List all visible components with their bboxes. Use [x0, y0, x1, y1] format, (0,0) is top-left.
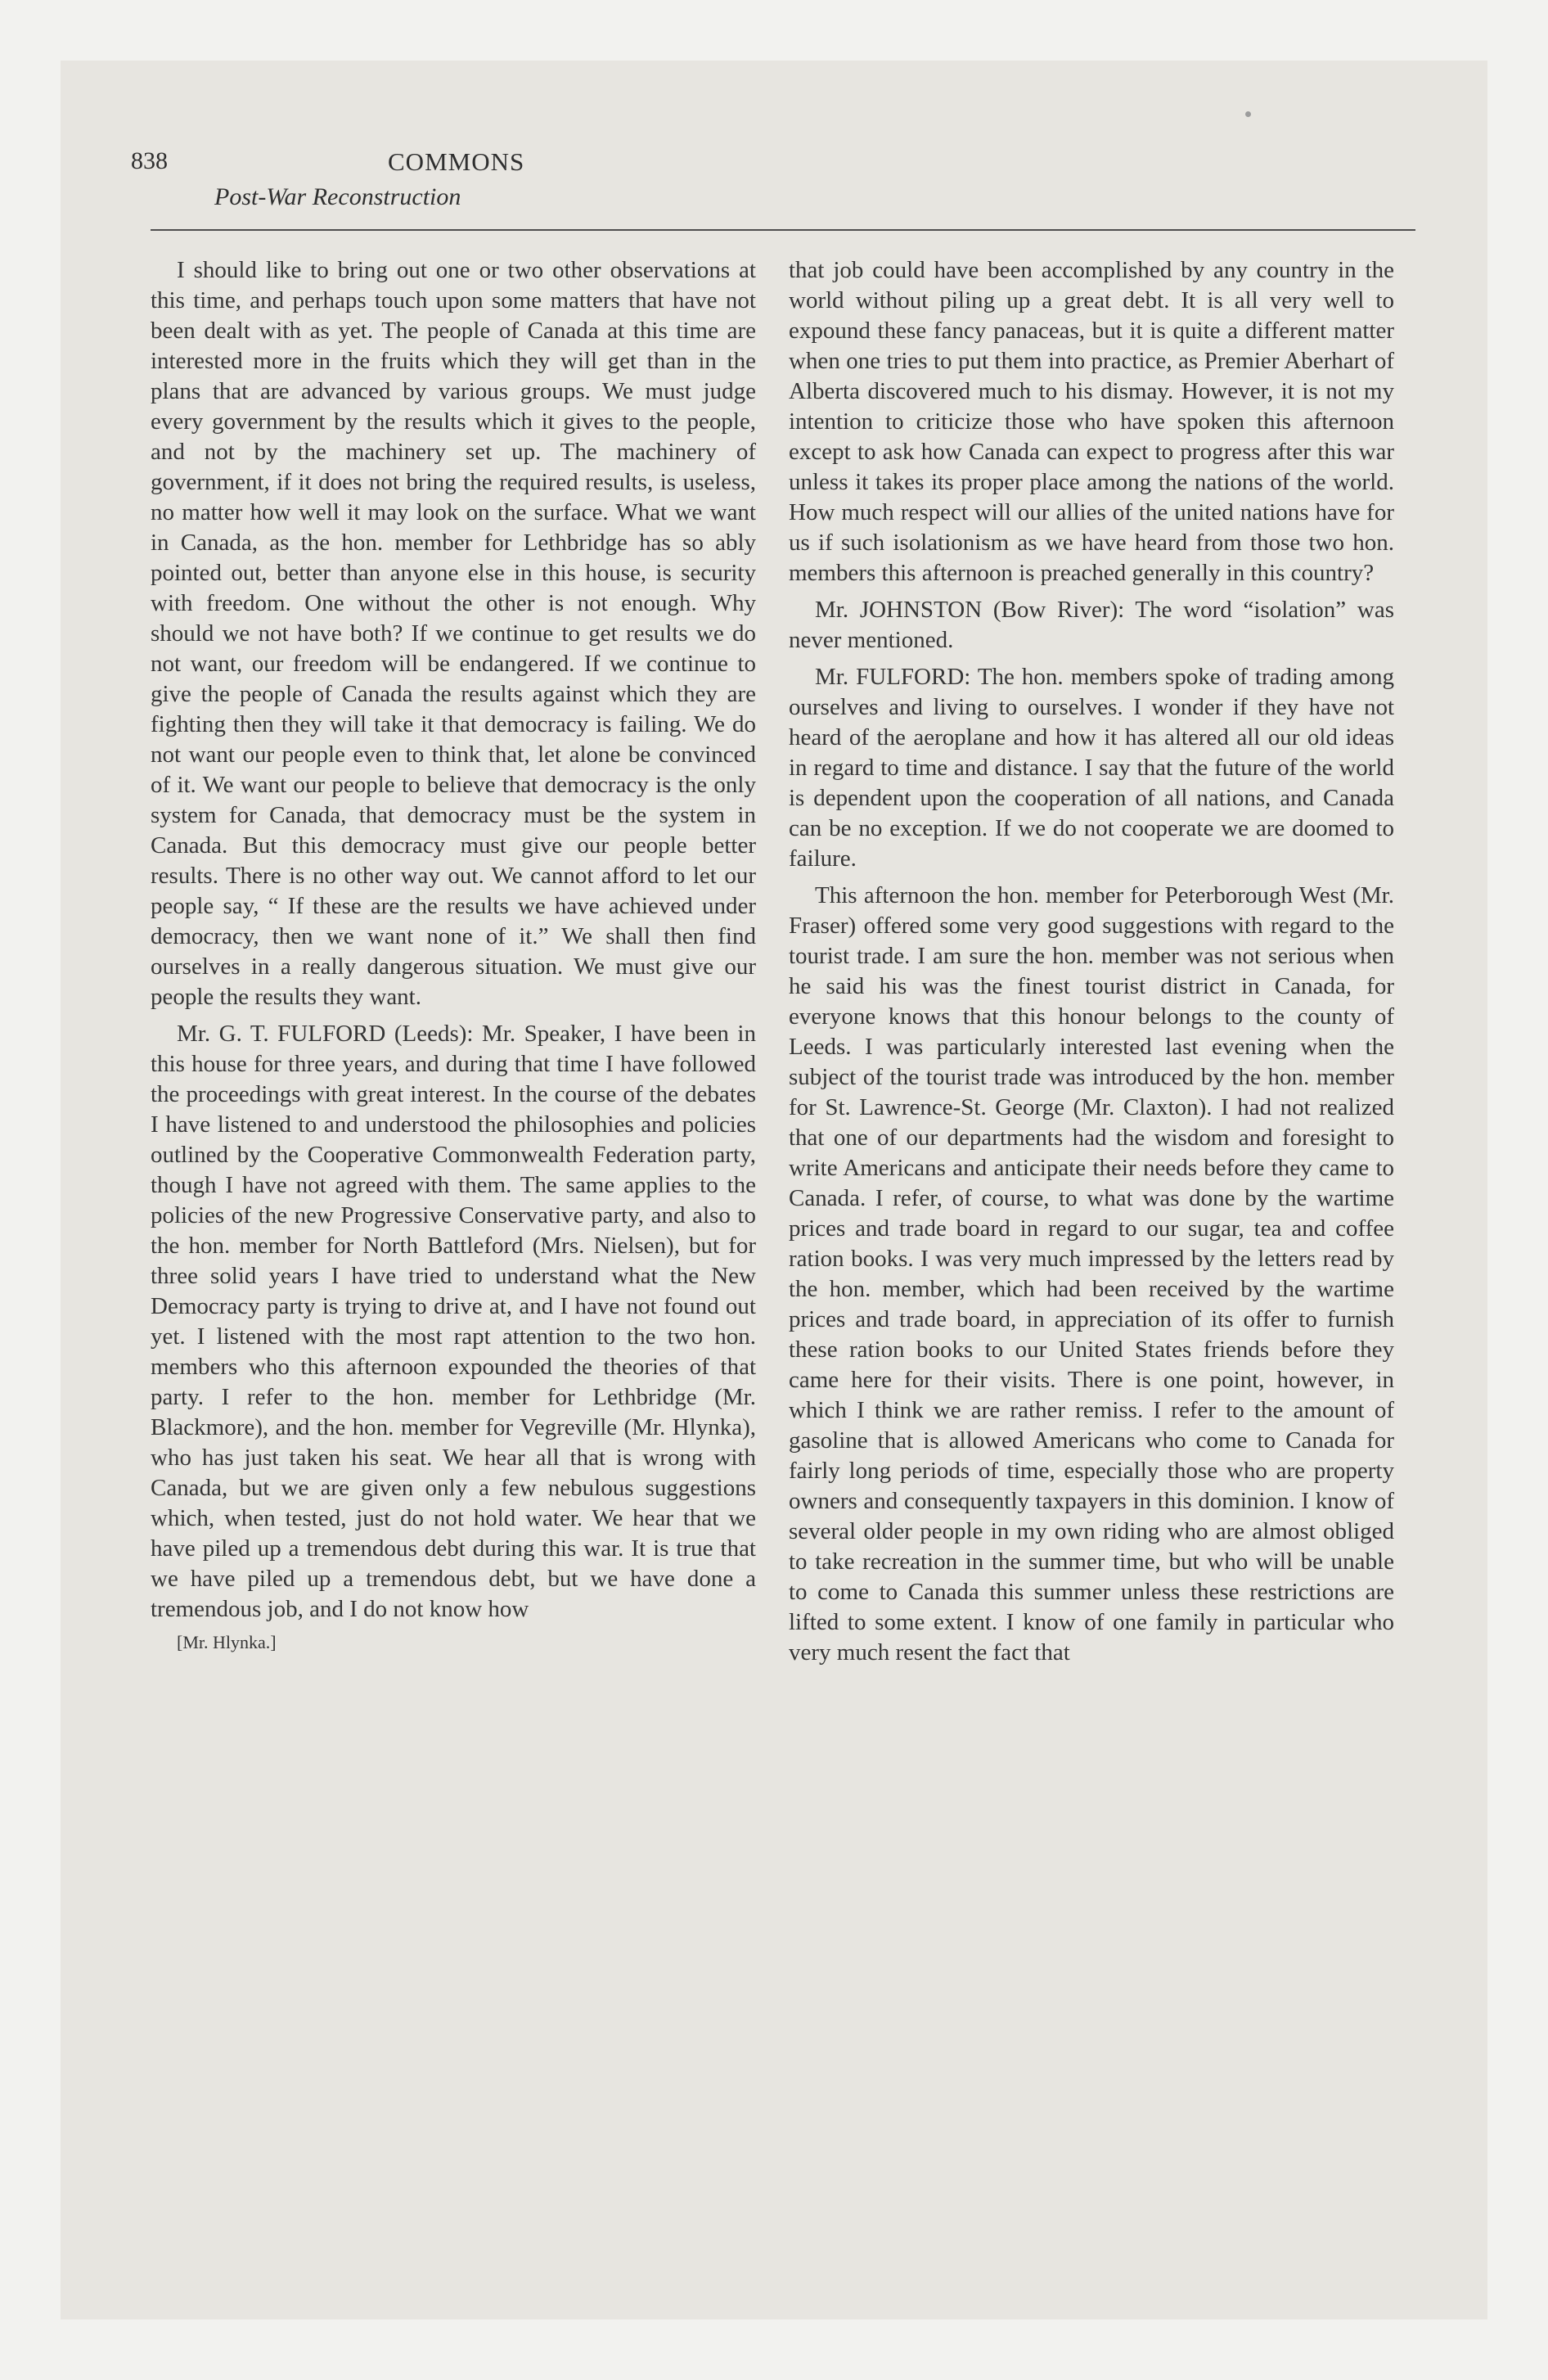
- page-number: 838: [131, 147, 168, 174]
- right-paragraph-4: This afternoon the hon. member for Peterborough West (Mr. Fraser) offered some very good suggestions with regard to the tourist trade. I am sure the hon. member was not serious when he said his was the finest tourist district in Canada, for everyone knows that this honour belongs to the county of Leeds. I was particularly interested last evening when the subject of the tourist trade was introduced by the hon. member for St. Lawrence-St. George (Mr. Claxton). I had not realized that one of our departments had the wisdom and foresight to write Americans and anticipate their needs before they came to Canada. I refer, of course, to what was done by the wartime prices and trade board in regard to our sugar, tea and coffee ration books. I was very much impressed by the letters read by the hon. member, which had been received by the wartime prices and trade board, in appreciation of its offer to furnish these ration books to our United States friends before they came here for their visits. There is one point, however, in which I think we are rather remiss. I refer to the amount of gasoline that is allowed Americans who come to Canada for fairly long periods of time, especially those who are property owners and consequently taxpayers in this dominion. I know of several older people in my own riding who are almost obliged to take recreation in the summer time, but who will be unable to come to Canada this summer unless these restrictions are lifted to some extent. I know of one family in particular who very much resent the fact that: [789, 882, 1394, 1666]
- right-paragraph-1: that job could have been accomplished by any country in the world without piling up a great debt. It is all very well to expound these fancy panaceas, but it is quite a different matter when one tries to put them into practice, as Premier Aberhart of Alberta discovered much to his dismay. However, it is not my intention to criticize those who have spoken this afternoon except to ask how Canada can expect to progress after this war unless it takes its proper place among the nations of the world. How much respect will our allies of the united nations have for us if such isolationism as we have heard from those two hon. members this afternoon is preached generally in this country?: [789, 257, 1394, 586]
- left-column: [151, 255, 756, 1661]
- document-page: [61, 61, 1487, 2319]
- header-rule: [151, 229, 1415, 231]
- right-column: [789, 255, 1394, 1675]
- right-paragraph-3: Mr. FULFORD: The hon. members spoke of trading among ourselves and living to ourselves. I wonder if they have not heard of the aeroplane and how it has altered all our old ideas in regard to time and distance. I say that the future of the world is dependent upon the cooperation of all nations, and Canada can be no exception. If we do not cooperate we are doomed to failure.: [789, 664, 1394, 872]
- running-title: COMMONS: [388, 147, 525, 176]
- left-paragraph-1: I should like to bring out one or two other observations at this time, and perhaps touch upon some matters that have not been dealt with as yet. The people of Canada at this time are interested more in the fruits which they will get than in the plans that are advanced by various groups. We must judge every government by the results which it gives to the people, and not by the machinery set up. The machinery of government, if it does not bring the required results, is useless, no matter how well it may look on the surface. What we want in Canada, as the hon. member for Lethbridge has so ably pointed out, better than anyone else in this house, is security with freedom. One without the other is not enough. Why should we not have both? If we continue to get results we do not want, our freedom will be endangered. If we continue to give the people of Canada the results against which they are fighting then they will take it that democracy is failing. We do not want our people even to think that, let alone be convinced of it. We want our people to believe that democracy is the only system for Canada, that democracy must be the system in Canada. But this democracy must give our people better results. There is no other way out. We cannot afford to let our people say, “ If these are the results we have achieved under democracy, then we want none of it.” We shall then find ourselves in a really dangerous situation. We must give our people the results they want.: [151, 257, 756, 1010]
- page-header: [126, 147, 1419, 237]
- section-title: Post-War Reconstruction: [214, 183, 461, 210]
- left-paragraph-2: Mr. G. T. FULFORD (Leeds): Mr. Speaker, I have been in this house for three years, and during that time I have followed the proceedings with great interest. In the course of the debates I have listened to and understood the philosophies and policies outlined by the Cooperative Commonwealth Federation party, though I have not agreed with them. The same applies to the policies of the new Progressive Conservative party, and also to the hon. member for North Battleford (Mrs. Nielsen), but for three solid years I have tried to understand what the New Democracy party is trying to drive at, and I have not found out yet. I listened with the most rapt attention to the two hon. members who this afternoon expounded the theories of that party. I refer to the hon. member for Lethbridge (Mr. Blackmore), and the hon. member for Vegreville (Mr. Hlynka), who has just taken his seat. We hear all that is wrong with Canada, but we are given only a few nebulous suggestions which, when tested, just do not hold water. We hear that we have piled up a tremendous debt during this war. It is true that we have piled up a tremendous debt, but we have done a tremendous job, and I do not know how: [151, 1021, 756, 1622]
- scan-speck: [1245, 111, 1251, 117]
- right-paragraph-2: Mr. JOHNSTON (Bow River): The word “isolation” was never mentioned.: [789, 597, 1394, 653]
- speaker-note: [Mr. Hlynka.]: [177, 1632, 277, 1652]
